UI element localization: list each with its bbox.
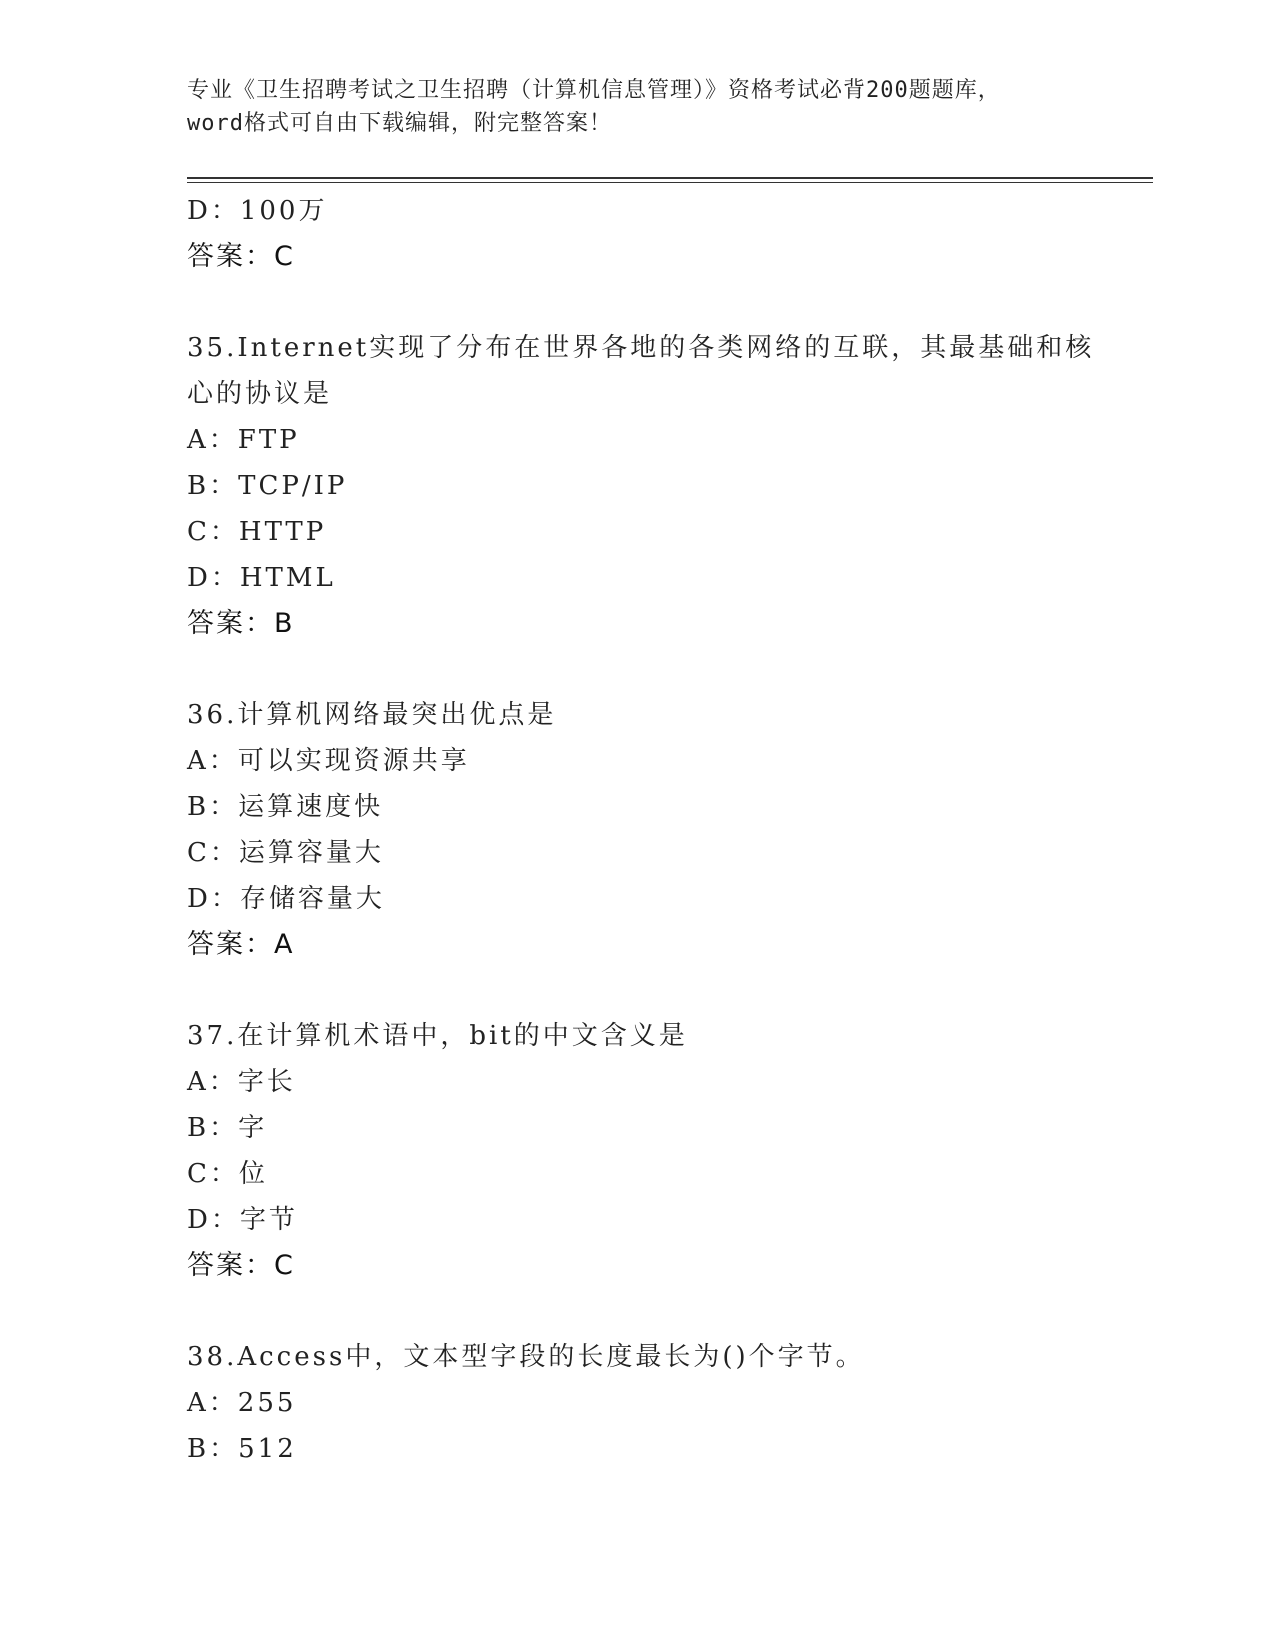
option-d: D：100万 — [187, 196, 328, 226]
option-c: C：位 — [187, 1159, 268, 1189]
question-38 — [187, 1334, 1087, 1472]
answer-line: 答案：A — [187, 929, 295, 960]
header-divider-thin — [187, 182, 1153, 183]
question-stem-line-2: 心的协议是 — [187, 379, 333, 409]
option-c: C：HTTP — [187, 517, 327, 547]
question-stem-line-1: 36.计算机网络最突出优点是 — [187, 700, 557, 730]
question-35 — [187, 325, 1095, 647]
header-title-line-2: word格式可自由下载编辑，附完整答案！ — [187, 111, 612, 136]
option-a: A：FTP — [187, 425, 300, 455]
option-a: A：字长 — [187, 1067, 296, 1097]
spacer — [187, 1289, 1087, 1334]
option-d: D：HTML — [187, 563, 336, 593]
option-b: B：TCP/IP — [187, 471, 348, 501]
header-divider-thick — [187, 177, 1153, 179]
spacer — [187, 968, 1087, 1013]
option-d: D：存储容量大 — [187, 884, 385, 914]
option-d: D：字节 — [187, 1205, 298, 1235]
question-stem-line-1: 37.在计算机术语中，bit的中文含义是 — [187, 1021, 688, 1051]
option-b: B：运算速度快 — [187, 792, 384, 822]
option-a: A：255 — [187, 1388, 297, 1418]
spacer — [187, 280, 1087, 325]
question-36 — [187, 692, 1087, 968]
spacer — [187, 647, 1087, 692]
question-stem-line-1: 38.Access中，文本型字段的长度最长为()个字节。 — [187, 1342, 865, 1372]
option-c: C：运算容量大 — [187, 838, 384, 868]
option-a: A：可以实现资源共享 — [187, 746, 470, 776]
question-list — [187, 188, 1095, 1472]
answer-line: 答案：C — [187, 1250, 295, 1281]
question-37 — [187, 1013, 1087, 1289]
answer-line: 答案：B — [187, 608, 295, 639]
answer-line: 答案：C — [187, 241, 295, 272]
option-b: B：字 — [187, 1113, 268, 1143]
document-header — [187, 74, 1087, 140]
option-b: B：512 — [187, 1434, 297, 1464]
header-title-line-1: 专业《卫生招聘考试之卫生招聘（计算机信息管理）》资格考试必背200题题库， — [187, 78, 1001, 103]
question-stem-line-1: 35.Internet实现了分布在世界各地的各类网络的互联，其最基础和核 — [187, 333, 1095, 363]
